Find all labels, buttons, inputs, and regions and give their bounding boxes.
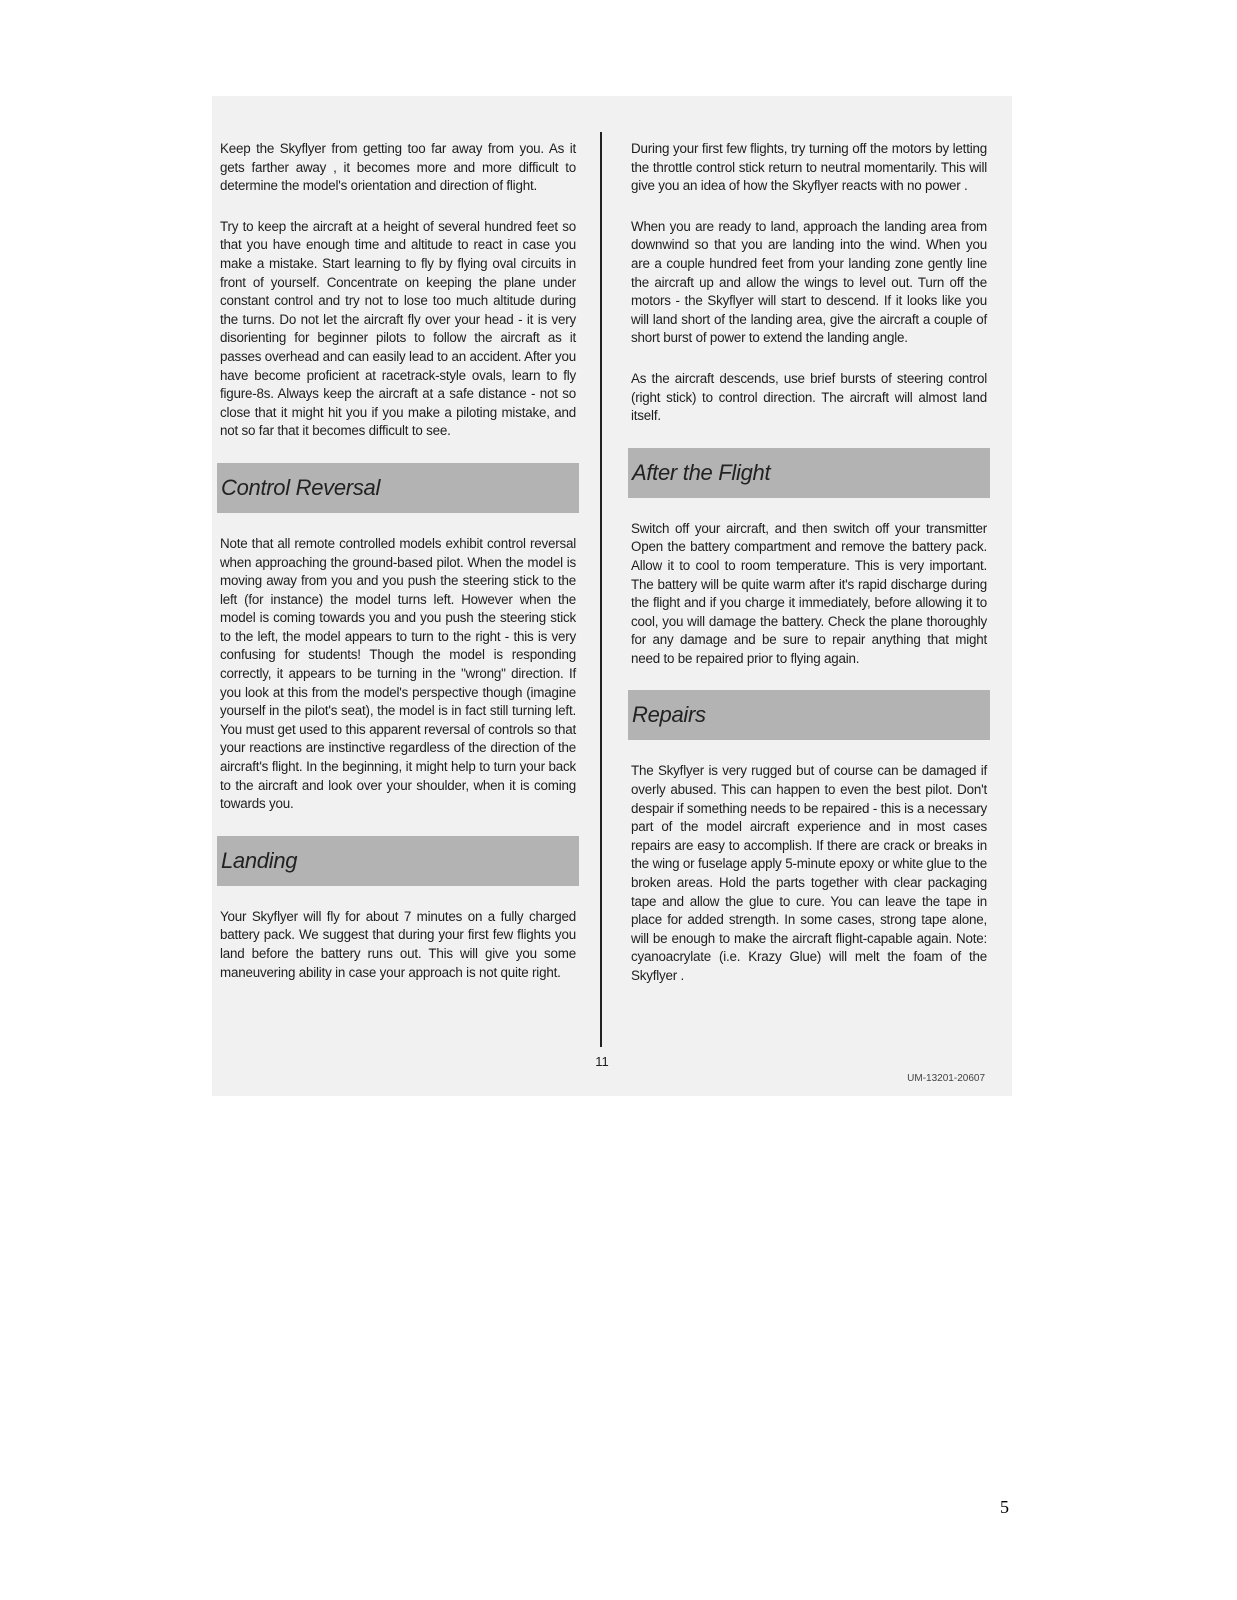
landing-heading: Landing [221,847,298,873]
landing-paragraph: Your Skyflyer will fly for about 7 minutes on a fully charged battery pack. We suggest that during your first few flights you land before the battery runs out. This will give you some maneuvering ability in case your approach is not quite right. [220,908,576,980]
column-divider [600,132,602,1047]
repairs-heading-band [628,690,990,740]
document-code: UM-13201-20607 [907,1073,985,1084]
control-reversal-heading: Control Reversal [221,474,381,500]
control-reversal-heading-band [217,463,579,513]
motors-off-paragraph: During your first few flights, try turning off the motors by letting the throttle control stick return to neutral momentarily. This will give you an idea of how the Skyflyer reacts with no power . [631,141,987,194]
page-number: 5 [1000,1497,1009,1517]
landing-heading-band [217,836,579,886]
control-reversal-paragraph: Note that all remote controlled models exhibit control reversal when approaching the ground-based pilot. When the model is moving away from you and you push the steering stick to the left (for instance) the model turns left. However when the model is coming towards you and you push the steering stick to the left, the model appears to turn to the right - this is very confusing for students! Though the model is responding correctly, it appears to be turning in the "wrong" direction. If you look at this from the model's perspective though (imagine yourself in the pilot's seat), the model is in fact still turning left. You must get used to this apparent reversal of controls so that your reactions are instinctive regardless of the direction of the aircraft's flight. In the beginning, it might help to turn your back to the aircraft and look over your shoulder, when it is coming towards you. [220,535,576,812]
after-flight-paragraph: Switch off your aircraft, and then switch off your transmitter Open the battery compartment and remove the battery pack. Allow it to cool to room temperature. This is very important. The battery will be quite warm after it's rapid discharge during the flight and if you charge it immediately, before allowing it to cool, you will damage the battery. Check the plane thoroughly for any damage and be sure to repair anything that might need to be repaired prior to flying again. [631,520,987,666]
after-flight-heading-band [628,448,990,498]
right-column [631,140,987,1008]
left-column [220,140,576,1004]
repairs-heading: Repairs [632,702,706,728]
repairs-paragraph: The Skyflyer is very rugged but of course can be damaged if overly abused. This can happen to even the best pilot. Don't despair if something needs to be repaired - this is a necessary part of the model aircraft experience and in most cases repairs are easy to accomplish. If there are crack or breaks in the wing or fuselage apply 5-minute epoxy or white glue to the broken areas. Hold the parts together with clear packaging tape and allow the glue to cure. You can leave the tape in place for added strength. In some cases, strong tape alone, will be enough to make the aircraft flight-capable again. Note: cyanoacrylate (i.e. Krazy Glue) will melt the foam of the Skyflyer . [631,763,987,983]
flying-paragraph: Try to keep the aircraft at a height of several hundred feet so that you have enough time and altitude to react in case you make a mistake. Start learning to fly by flying oval circuits in front of yourself. Concentrate on keeping the plane under constant control and try not to lose too much altitude during the turns. Do not let the aircraft fly over your head - it is very disorienting for beginner pilots to follow the aircraft as it passes overhead and can easily lead to an accident. After you have become proficient at racetrack-style ovals, learn to fly figure-8s. Always keep the aircraft at a safe distance - not so close that it might hit you if you make a piloting mistake, and not so far that it becomes difficult to see. [220,218,576,439]
descent-paragraph: As the aircraft descends, use brief bursts of steering control (right stick) to control direction. The aircraft will almost land itself. [631,370,987,424]
approach-paragraph: When you are ready to land, approach the landing area from downwind so that you are landing into the wind. When you are a couple hundred feet from your landing zone gently line the aircraft up and allow the wings to level out. Turn off the motors - the Skyflyer will start to descend. If it looks like you will land short of the landing area, give the aircraft a couple of short burst of power to extend the landing angle. [631,218,987,346]
after-flight-heading: After the Flight [632,459,771,485]
booklet-page-number: 11 [595,1054,609,1069]
intro-paragraph: Keep the Skyflyer from getting too far away from you. As it gets farther away , it becomes more and more difficult to determine the model's orientation and direction of flight. [220,141,576,194]
